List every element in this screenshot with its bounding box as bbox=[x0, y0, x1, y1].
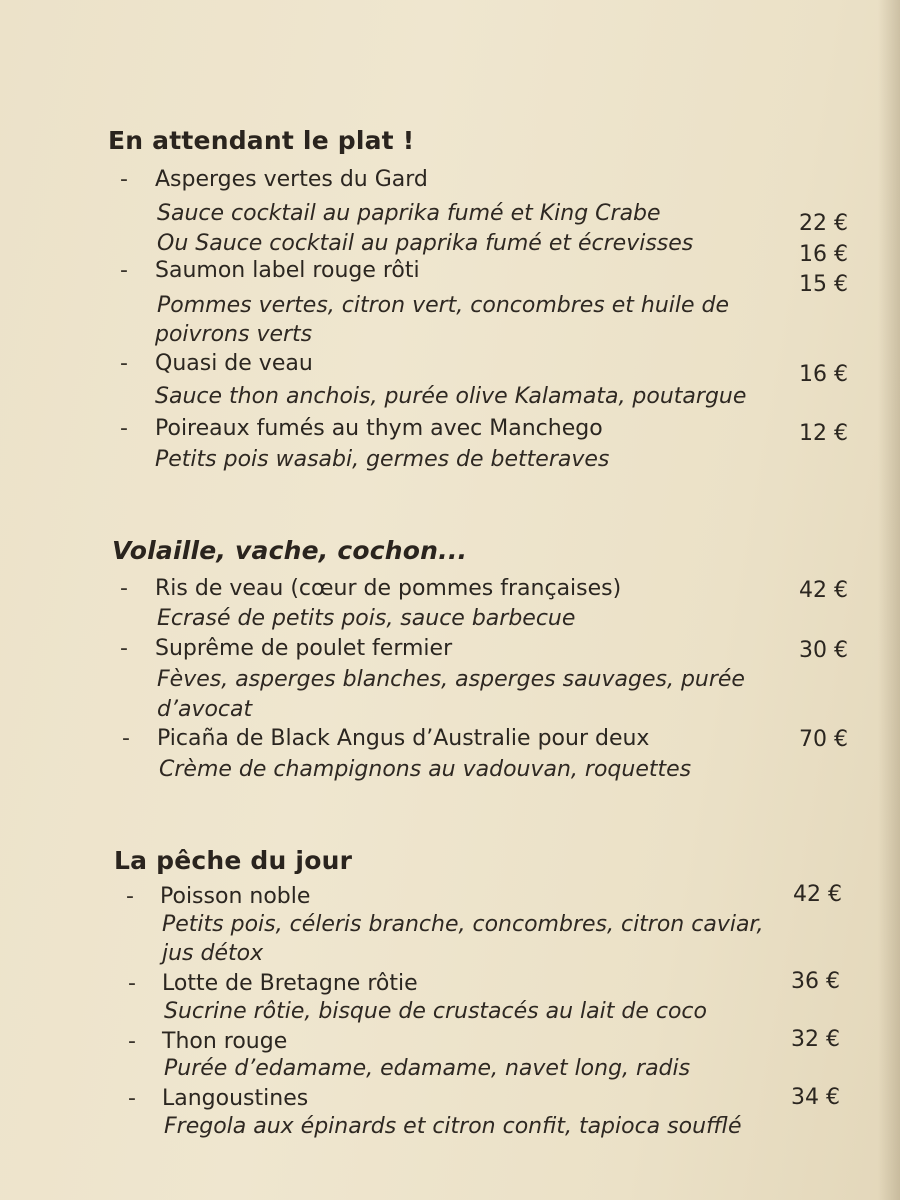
item-dash: - bbox=[120, 351, 128, 376]
item-name: Saumon label rouge rôti bbox=[155, 258, 420, 283]
item-price: 32 € bbox=[791, 1027, 840, 1052]
item-name: Poisson noble bbox=[160, 884, 311, 909]
item-description: Sauce cocktail au paprika fumé et King Crabe bbox=[157, 201, 661, 226]
item-dash: - bbox=[128, 1086, 136, 1111]
item-description: Pommes vertes, citron vert, concombres et huile de bbox=[157, 293, 730, 318]
item-name: Suprême de poulet fermier bbox=[155, 636, 453, 661]
item-dash: - bbox=[120, 167, 128, 192]
item-name: Thon rouge bbox=[162, 1029, 288, 1054]
item-description: Fèves, asperges blanches, asperges sauvages, purée bbox=[157, 667, 745, 692]
item-dash: - bbox=[120, 636, 128, 661]
item-price: 34 € bbox=[791, 1085, 840, 1110]
item-name: Poireaux fumés au thym avec Manchego bbox=[155, 416, 603, 441]
section-heading-fish: La pêche du jour bbox=[114, 846, 353, 875]
item-price: 30 € bbox=[799, 638, 848, 663]
item-name: Lotte de Bretagne rôtie bbox=[162, 971, 418, 996]
item-dash: - bbox=[120, 416, 128, 441]
item-dash: - bbox=[128, 1029, 136, 1054]
item-price: 16 € bbox=[799, 242, 848, 267]
item-name: Quasi de veau bbox=[155, 351, 313, 376]
item-description: jus détox bbox=[162, 941, 264, 966]
item-name: Langoustines bbox=[162, 1086, 309, 1111]
item-description: Crème de champignons au vadouvan, roquettes bbox=[159, 757, 692, 782]
item-dash: - bbox=[122, 726, 130, 751]
item-description: Fregola aux épinards et citron confit, tapioca soufflé bbox=[164, 1114, 742, 1139]
item-description: Petits pois wasabi, germes de betteraves bbox=[155, 447, 610, 472]
item-description: Ecrasé de petits pois, sauce barbecue bbox=[157, 606, 576, 631]
item-price: 15 € bbox=[799, 272, 848, 297]
item-dash: - bbox=[128, 971, 136, 996]
item-description: Purée d’edamame, edamame, navet long, radis bbox=[164, 1056, 691, 1081]
item-price: 42 € bbox=[799, 578, 848, 603]
item-description: Petits pois, céleris branche, concombres, citron caviar, bbox=[162, 912, 764, 937]
item-price: 16 € bbox=[799, 362, 848, 387]
item-dash: - bbox=[120, 258, 128, 283]
item-price: 70 € bbox=[799, 727, 848, 752]
item-description: Sauce thon anchois, purée olive Kalamata, poutargue bbox=[155, 384, 747, 409]
section-heading-starters: En attendant le plat ! bbox=[108, 126, 415, 155]
item-description: Ou Sauce cocktail au paprika fumé et écrevisses bbox=[157, 231, 694, 256]
item-name: Picaña de Black Angus d’Australie pour deux bbox=[157, 726, 650, 751]
item-description: Sucrine rôtie, bisque de crustacés au lait de coco bbox=[164, 999, 707, 1024]
page-edge-shadow bbox=[878, 0, 900, 1200]
item-name: Asperges vertes du Gard bbox=[155, 167, 428, 192]
item-price: 12 € bbox=[799, 421, 848, 446]
item-price: 22 € bbox=[799, 211, 848, 236]
section-heading-meats: Volaille, vache, cochon... bbox=[112, 536, 468, 565]
item-dash: - bbox=[120, 576, 128, 601]
item-name: Ris de veau (cœur de pommes françaises) bbox=[155, 576, 622, 601]
item-price: 36 € bbox=[791, 969, 840, 994]
item-description: d’avocat bbox=[157, 697, 253, 722]
item-dash: - bbox=[126, 884, 134, 909]
item-description: poivrons verts bbox=[155, 322, 313, 347]
item-price: 42 € bbox=[793, 882, 842, 907]
